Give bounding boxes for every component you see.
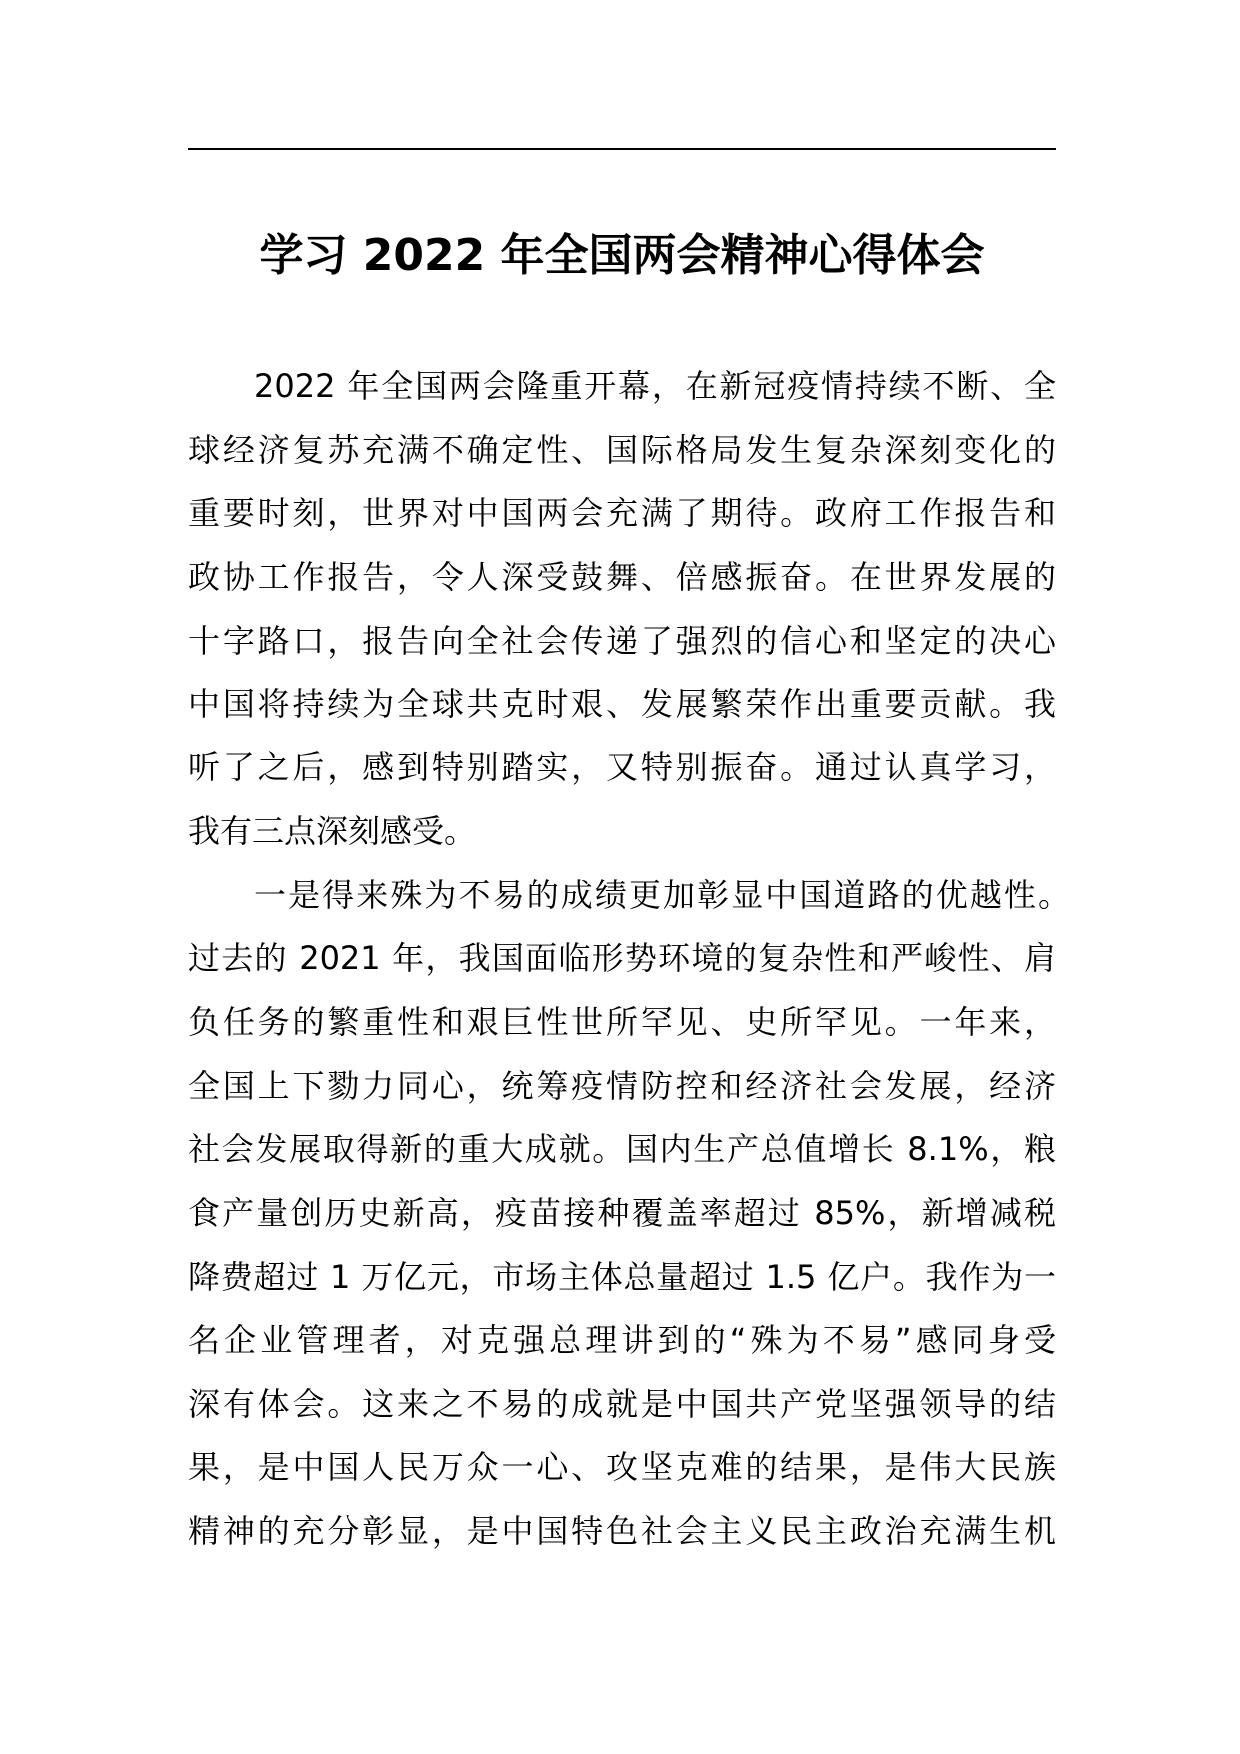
body-line: 中国将持续为全球共克时艰、发展繁荣作出重要贡献。我 — [188, 685, 1056, 723]
body-line: 我有三点深刻感受。 — [188, 812, 477, 850]
body-line: 降费超过 1 万亿元，市场主体总量超过 1.5 亿户。我作为一 — [188, 1258, 1056, 1296]
body-line: 过去的 2021 年，我国面临形势环境的复杂性和严峻性、肩 — [188, 939, 1056, 977]
body-line: 深有体会。这来之不易的成就是中国共产党坚强领导的结 — [188, 1385, 1056, 1423]
body-line: 食产量创历史新高，疫苗接种覆盖率超过 85%，新增减税 — [188, 1194, 1056, 1232]
body-line: 重要时刻，世界对中国两会充满了期待。政府工作报告和 — [188, 494, 1056, 532]
header-rule — [188, 148, 1056, 150]
body-line: 球经济复苏充满不确定性、国际格局发生复杂深刻变化的 — [188, 431, 1056, 469]
body-line: 一是得来殊为不易的成绩更加彰显中国道路的优越性。 — [254, 876, 1070, 914]
body-line: 2022 年全国两会隆重开幕，在新冠疫情持续不断、全 — [254, 367, 1056, 405]
body-line: 听了之后，感到特别踏实，又特别振奋。通过认真学习， — [188, 748, 1056, 786]
body-line: 十字路口，报告向全社会传递了强烈的信心和坚定的决心 — [188, 622, 1056, 660]
body-line: 精神的充分彰显，是中国特色社会主义民主政治充满生机 — [188, 1512, 1056, 1550]
document-title: 学习 2022 年全国两会精神心得体会 — [259, 230, 985, 281]
body-line: 名企业管理者，对克强总理讲到的“殊为不易”感同身受 — [188, 1321, 1056, 1359]
body-line: 政协工作报告，令人深受鼓舞、倍感振奋。在世界发展的 — [188, 558, 1056, 596]
body-line: 社会发展取得新的重大成就。国内生产总值增长 8.1%，粮 — [188, 1130, 1056, 1168]
body-line: 负任务的繁重性和艰巨性世所罕见、史所罕见。一年来， — [188, 1003, 1056, 1041]
body-line: 全国上下勠力同心，统筹疫情防控和经济社会发展，经济 — [188, 1067, 1056, 1105]
body-line: 果，是中国人民万众一心、攻坚克难的结果，是伟大民族 — [188, 1448, 1056, 1486]
